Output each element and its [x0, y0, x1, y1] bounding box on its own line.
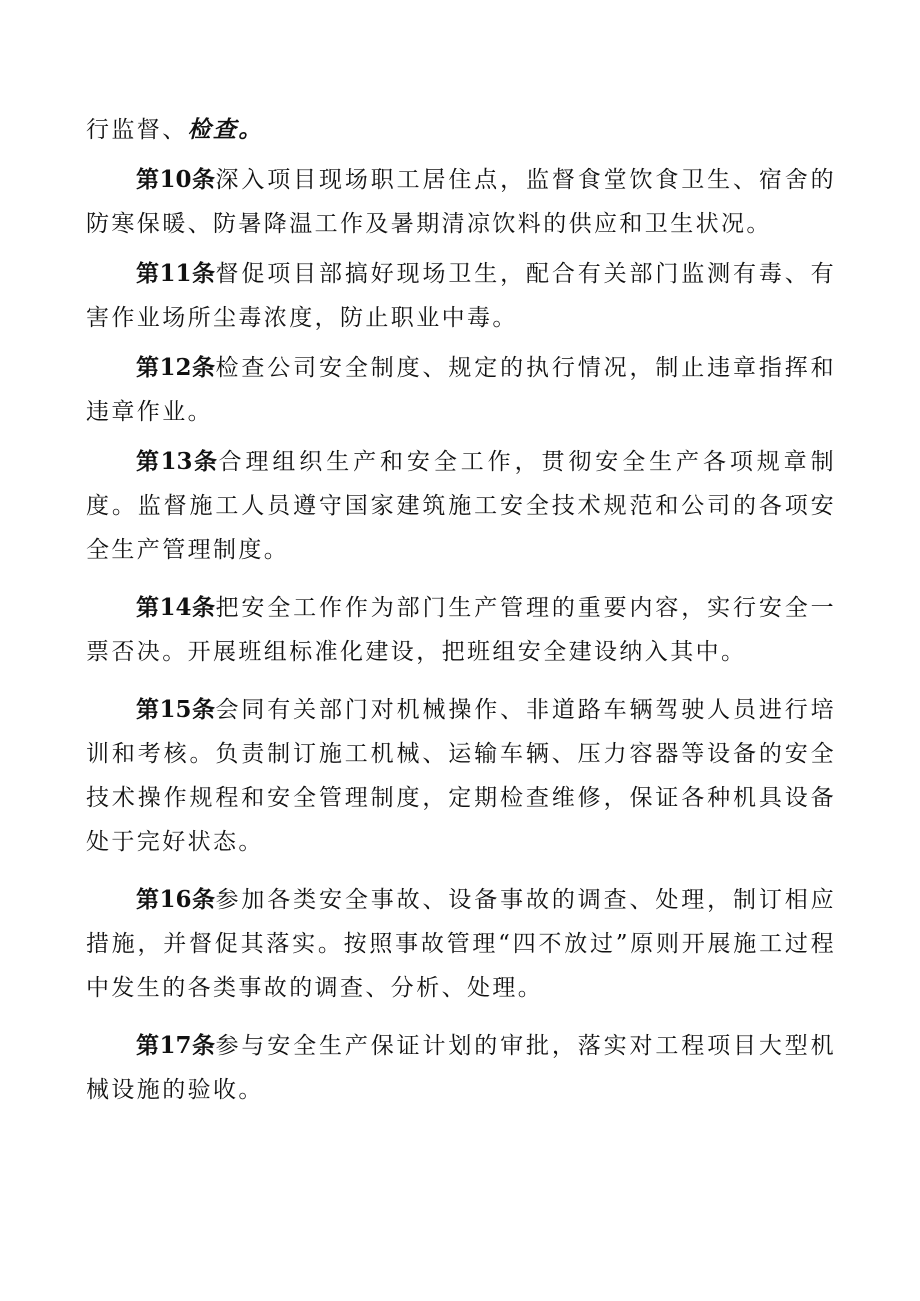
article-label: 第12条: [136, 354, 216, 381]
article-14: [86, 586, 836, 674]
article-label: 第10条: [136, 166, 216, 193]
intro-text: 行监督、: [86, 117, 188, 143]
article-text: 督促项目部搞好现场卫生，配合有关部门监测有毒、有害作业场所尘毒浓度，防止职业中毒。: [86, 261, 836, 331]
article-text: 深入项目现场职工居住点，监督食堂饮食卫生、宿舍的防寒保暖、防暑降温工作及暑期清凉饮料的供应和卫生状况。: [86, 167, 836, 237]
document-body: [86, 108, 836, 1126]
article-text: 检查公司安全制度、规定的执行情况，制止违章指挥和违章作业。: [86, 355, 836, 425]
article-label: 第17条: [136, 1032, 216, 1059]
intro-emphasis: 检查。: [187, 116, 264, 143]
article-text: 合理组织生产和安全工作，贯彻安全生产各项规章制度。监督施工人员遵守国家建筑施工安全技术规范和公司的各项安全生产管理制度。: [86, 449, 836, 563]
intro-paragraph: [86, 108, 836, 152]
article-15: [86, 688, 836, 864]
article-label: 第15条: [136, 696, 216, 723]
article-11: [86, 252, 836, 340]
article-16: [86, 878, 836, 1010]
article-text: 会同有关部门对机械操作、非道路车辆驾驶人员进行培训和考核。负责制订施工机械、运输车辆、压力容器等设备的安全技术操作规程和安全管理制度，定期检查维修，保证各种机具设备处于完好状态。: [86, 697, 836, 855]
article-label: 第11条: [136, 260, 216, 287]
article-text: 参加各类安全事故、设备事故的调查、处理，制订相应措施，并督促其落实。按照事故管理“四不放过”原则开展施工过程中发生的各类事故的调查、分析、处理。: [86, 887, 836, 1001]
article-13: [86, 440, 836, 572]
article-text: 参与安全生产保证计划的审批，落实对工程项目大型机械设施的验收。: [86, 1033, 836, 1103]
article-label: 第14条: [136, 594, 216, 621]
article-text: 把安全工作作为部门生产管理的重要内容，实行安全一票否决。开展班组标准化建设，把班组安全建设纳入其中。: [86, 595, 836, 665]
article-12: [86, 346, 836, 434]
article-label: 第16条: [136, 886, 216, 913]
article-10: [86, 158, 836, 246]
article-17: [86, 1024, 836, 1112]
article-label: 第13条: [136, 448, 219, 475]
